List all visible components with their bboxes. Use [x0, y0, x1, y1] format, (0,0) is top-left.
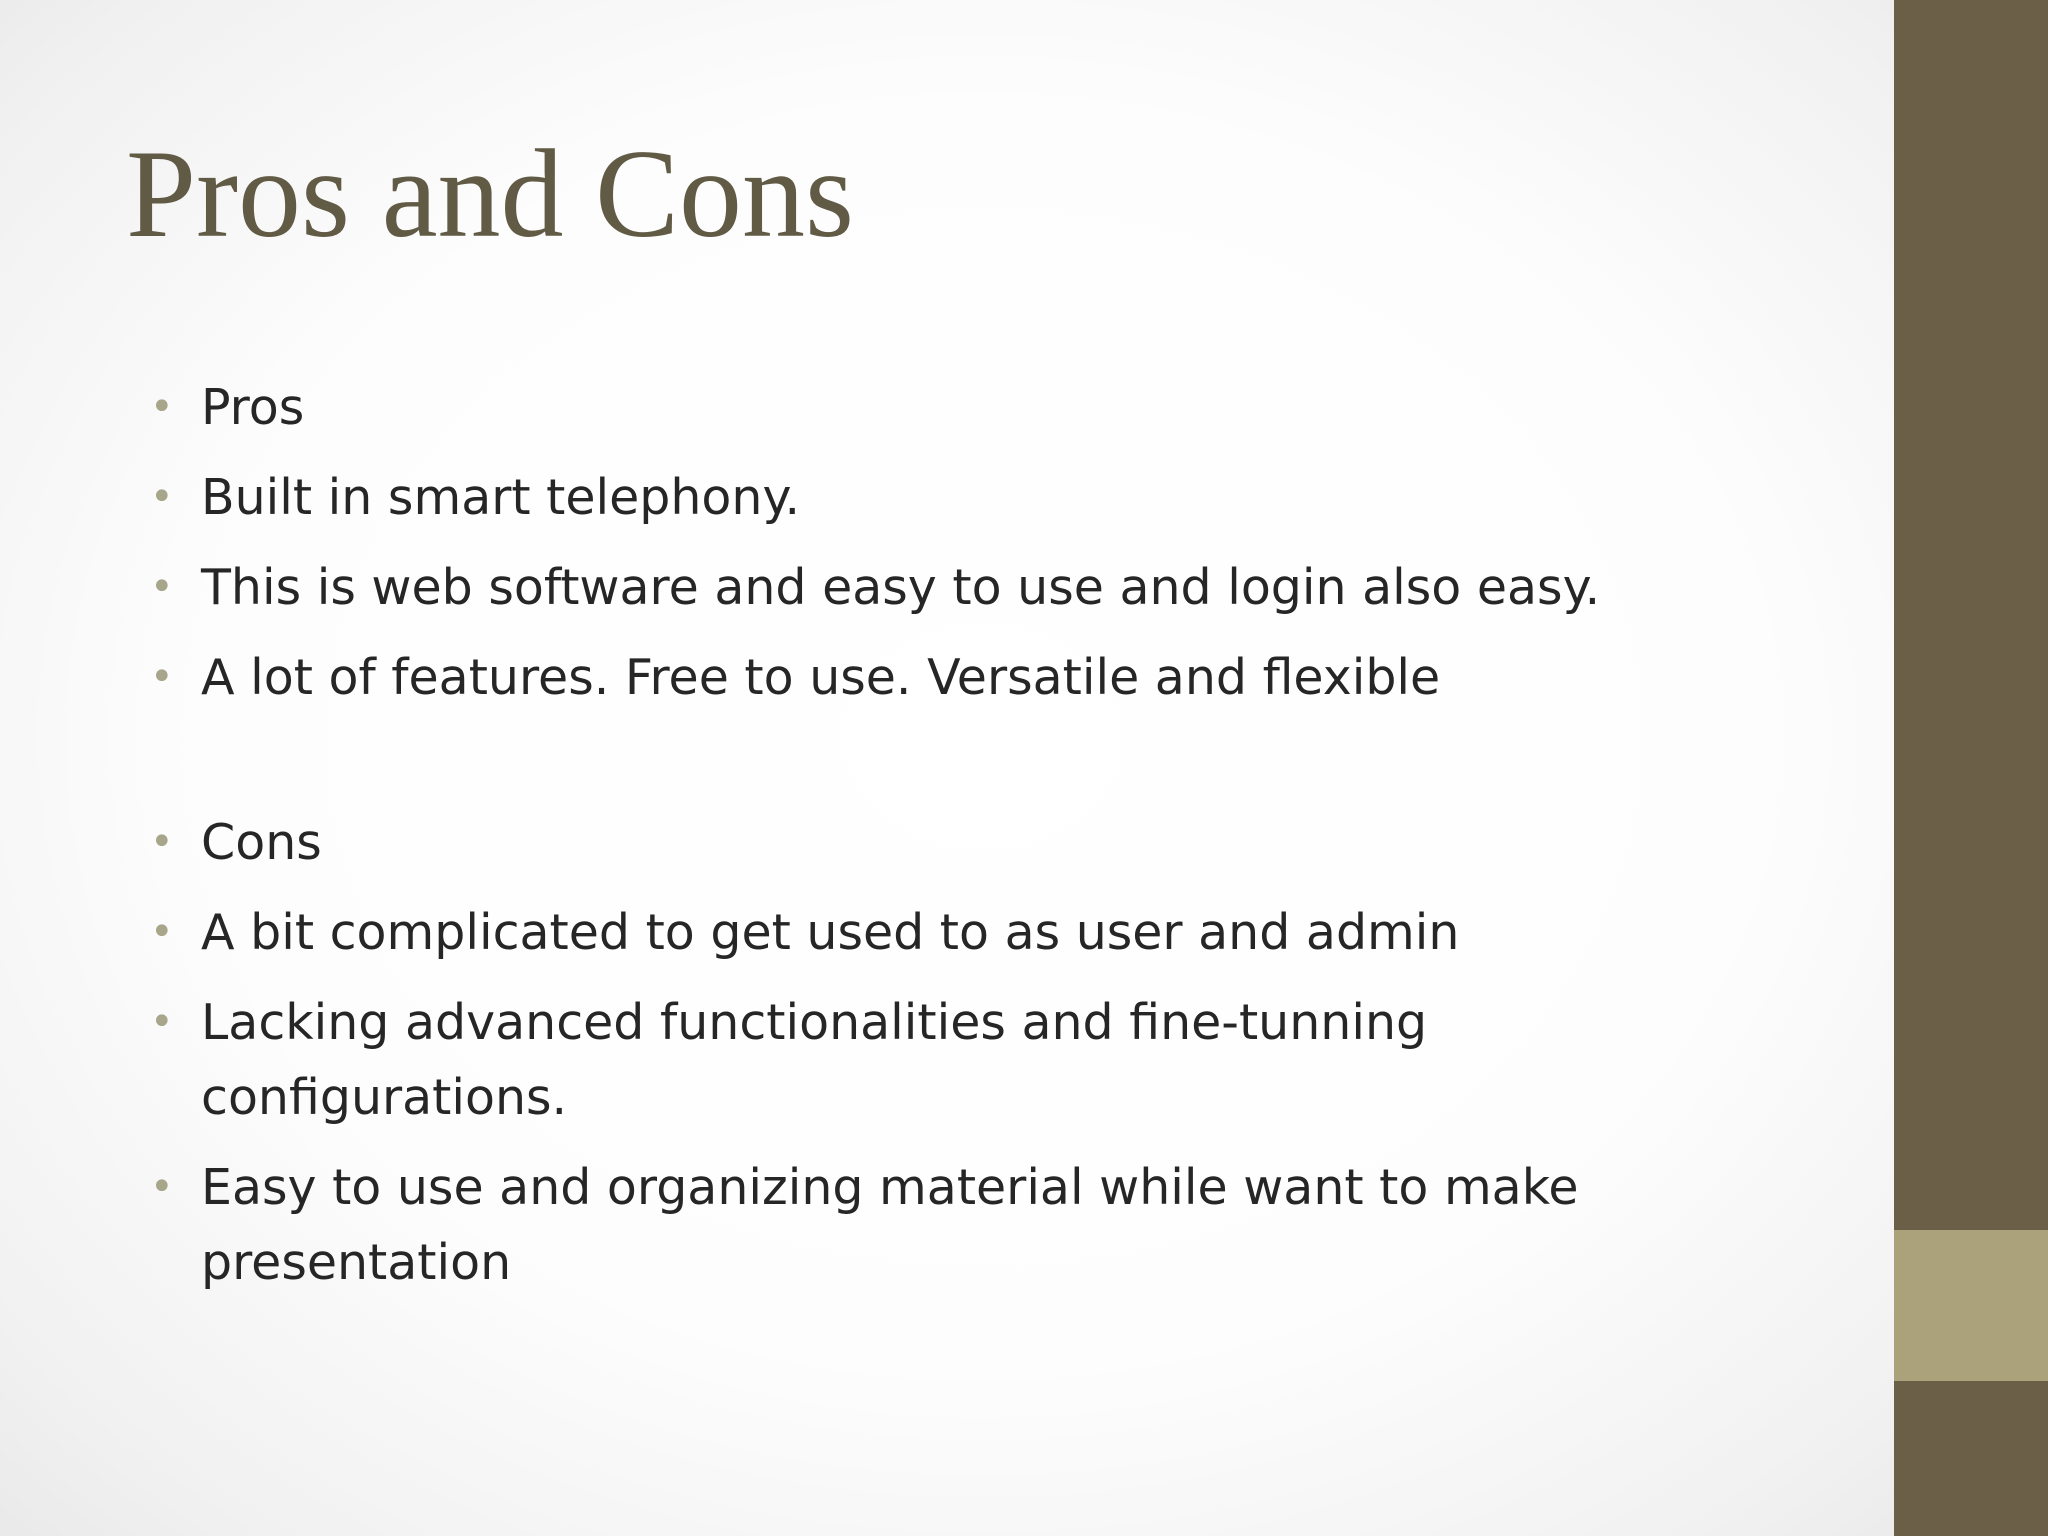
bullet-text: Built in smart telephony.	[201, 469, 801, 526]
bullet-list	[146, 370, 1706, 1315]
bullet-icon: •	[150, 999, 174, 1045]
bullet-text: Pros	[201, 379, 305, 436]
list-item	[146, 370, 1706, 445]
list-item	[146, 985, 1706, 1135]
list-item	[146, 640, 1706, 715]
bullet-icon: •	[150, 1164, 174, 1210]
slide-title: Pros and Cons	[126, 125, 855, 264]
list-item	[146, 460, 1706, 535]
list-item	[146, 550, 1706, 625]
bullet-text: Lacking advanced functionalities and fine-tunning configurations.	[201, 994, 1428, 1126]
bullet-text: Easy to use and organizing material while want to make presentation	[201, 1159, 1579, 1291]
bullet-icon: •	[150, 654, 174, 700]
list-item	[146, 805, 1706, 880]
bullet-text: This is web software and easy to use and login also easy.	[201, 559, 1601, 616]
bullet-icon: •	[150, 819, 174, 865]
list-item	[146, 895, 1706, 970]
bullet-icon: •	[150, 564, 174, 610]
bullet-icon: •	[150, 474, 174, 520]
bullet-text: A lot of features. Free to use. Versatile and flexible	[201, 649, 1441, 706]
bullet-text: Cons	[201, 814, 322, 871]
bullet-icon: •	[150, 909, 174, 955]
side-accent-decoration	[1894, 1230, 2048, 1381]
list-item	[146, 1150, 1706, 1300]
bullet-icon: •	[150, 384, 174, 430]
bullet-text: A bit complicated to get used to as user and admin	[201, 904, 1460, 961]
